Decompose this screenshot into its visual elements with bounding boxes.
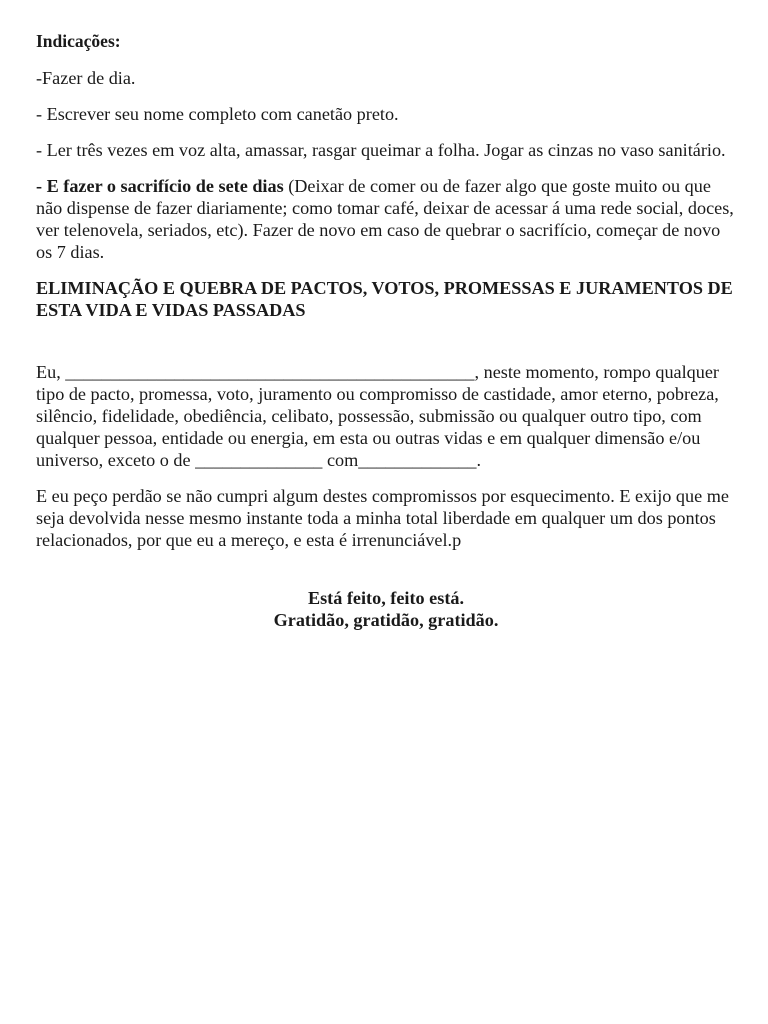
closing-line-1: Está feito, feito está. (307, 588, 465, 608)
sacrifice-description: (Deixar de comer ou de fazer algo que goste muito ou que não dispense de fazer diariamente; como tomar café, deixar de acessar á uma rede social, doces, ver telenovela, seriados, etc). Fazer de novo em caso de quebrar o sacrifício, começar de novo os 7 dias. (36, 176, 734, 262)
indication-item-sacrifice (36, 175, 736, 263)
closing-block (36, 587, 736, 631)
closing-line-2: Gratidão, gratidão, gratidão. (273, 610, 499, 630)
section-title: ELIMINAÇÃO E QUEBRA DE PACTOS, VOTOS, PROMESSAS E JURAMENTOS DE ESTA VIDA E VIDAS PASSADAS (36, 278, 733, 320)
indication-item-1: -Fazer de dia. (36, 68, 136, 88)
declaration-paragraph: Eu, _____________________________________________, neste momento, rompo qualquer tipo de pacto, promessa, voto, juramento ou compromisso de castidade, amor eterno, pobreza, silêncio, fidelidade, obediência, celibato, possessão, submissão ou qualquer outro tipo, com qualquer pessoa, entidade ou energia, em esta ou outras vidas e em qualquer dimensão e/ou universo, exceto o de ______________ com_____________. (36, 362, 719, 470)
indications-heading: Indicações: (36, 31, 121, 51)
indication-item-3: - Ler três vezes em voz alta, amassar, rasgar queimar a folha. Jogar as cinzas no vaso sanitário. (36, 140, 726, 160)
forgiveness-paragraph: E eu peço perdão se não cumpri algum destes compromissos por esquecimento. E exijo que me seja devolvida nesse mesmo instante toda a minha total liberdade em qualquer um dos pontos relacionados, por que eu a mereço, e esta é irrenunciável.p (36, 486, 729, 550)
indication-item-2: - Escrever seu nome completo com canetão preto. (36, 104, 399, 124)
document-page (36, 30, 736, 631)
sacrifice-bold-text: - E fazer o sacrifício de sete dias (36, 176, 284, 196)
